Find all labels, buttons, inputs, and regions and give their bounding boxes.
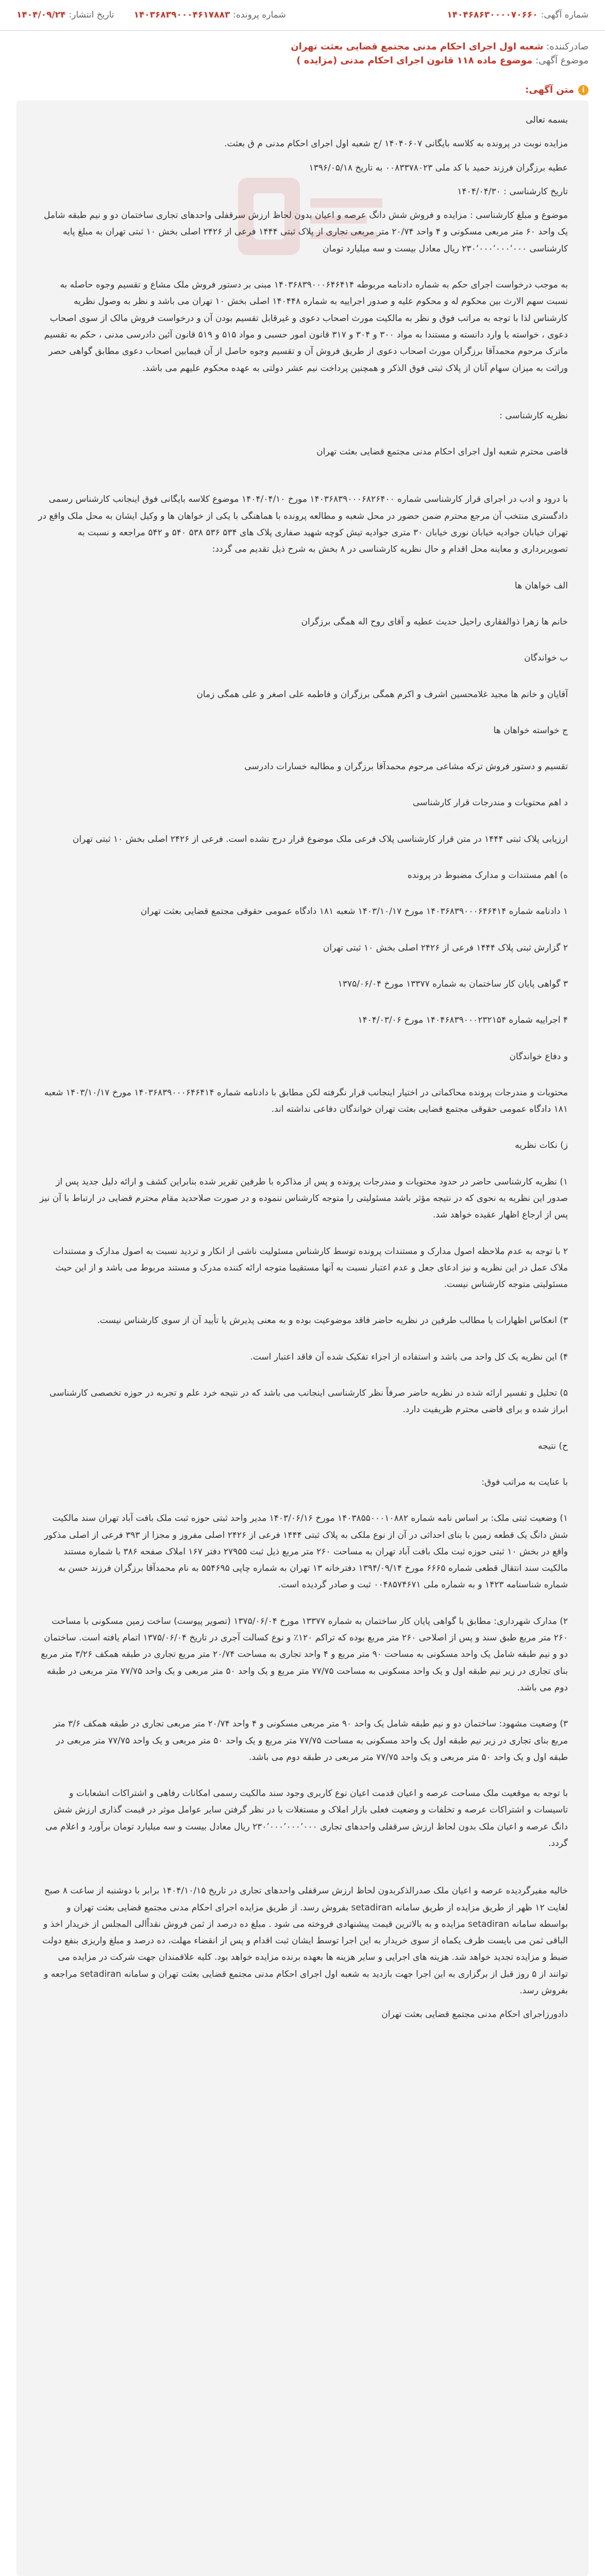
issuer-value: شعبه اول اجرای احکام مدنی مجتمع قضایی بعثت تهران (291, 41, 544, 52)
para-defense: محتویات و مندرجات پرونده محاکماتی در اختیار اینجانب قرار نگرفته لکن مطابق با دادنامه شماره ۱۴۰۳۶۸۳۹۰۰۰۶۴۶۴۱۴ مورخ ۱۴۰۳/۱۰/۱۷ شعبه ۱۸۱ دادگاه عمومی حقوقی مجتمع قضایی بعثت تهران خواندگان دفاعی نداشته اند. (44, 1087, 568, 1115)
para-report-intro: با درود و ادب در اجرای قرار کارشناسی شماره ۱۴۰۳۶۸۳۹۰۰۰۶۸۲۶۴۰۰ مورخ ۱۴۰۴/۰۴/۱۰ موضوع کلاسه بایگانی فوق اینجانب کارشناس رسمی دادگستری منتخب آن مرجع محترم ضمن حضور در محل شعبه و مطالعه پرونده با هماهنگی با یکی از خواهان ها و وکیل ایشان به محل ملک واقع در تهران خیابان جوادیه خیابان نوری خیابان ۳۰ متری جوادیه تیش کوچه شهید صفاری پلاک های ۵۳۴ ۵۳۶ ۵۳۸ ۵۴۰ و ۵۴۲ مراجعه و نسبت به تصویربرداری و معاینه محل اقدام و حال نظریه کارشناسی در ۸ بخش به شرح ذیل تقدیم می گردد: (38, 494, 568, 555)
info-icon: i (578, 85, 589, 95)
para-claim: تقسیم و دستور فروش ترکه مشاعی مرحوم محمدآقا برزگران و مطالبه خسارات دادرسی (244, 761, 568, 772)
section-documents: ه) اهم مستندات و مدارک مضبوط در پرونده (407, 870, 568, 881)
note-item: ۳) انعکاس اظهارات یا مطالب طرفین در نظریه حاضر فاقد موضوعیت بوده و به معنی پذیرش یا تأیید آن از سوی کارشناس نیست. (97, 1315, 568, 1326)
para-subject: موضوع و مبلغ کارشناسی : مزایده و فروش شش دانگ عرصه و اعیان بدون لحاظ ارزش سرقفلی واحدهای تجاری ساختمان دو و نیم طبقه شامل یک واحد ۶۰ متر مربعی مسکونی و ۴ واحد ۲۰/۷۴ متر مربعی تجاری از پلاک ثبتی ۱۴۴۴ فرعی از ۲۴۲۶ اصلی بخش ۱۰ ثبتی تهران به مبلغ پایه کارشناسی ۲۳۰٬۰۰۰٬۰۰۰٬۰۰۰ ریال معادل بیست و سه میلیارد تومان (44, 210, 568, 254)
note-item: ۲ با توجه به عدم ملاحظه اصول مدارک و مستندات پرونده توسط کارشناس مسئولیت ناشی از انکار و تردید نسبت به اصول مدارک و مستندات ملاک عمل در این نظریه و نیز ادعای جعل و عدم اعتبار نسبت به آنها مستقیما متوجه ارائه کننده مدرک و مستند مربوط می باشد و از این حیث مسئولیتی متوجه کارشناس نیست. (53, 1246, 568, 1290)
para-auction-intro: مزایده نوبت در پرونده به کلاسه بایگانی ۱۴۰۴۰۶۰۷ /ج شعبه اول اجرای احکام مدنی م ق بعثت. (224, 139, 568, 149)
para-party: عطیه برزگران فرزند حمید با کد ملی ۰۰۸۳۳۷۸۰۲۳ به تاریخ ۱۳۹۶/۰۵/۱۸ (309, 162, 568, 173)
publish-date-label: تاریخ انتشار: (69, 10, 114, 20)
notice-body (16, 100, 589, 2576)
subheader (0, 31, 605, 72)
auction-number (447, 10, 589, 20)
auction-number-label: شماره آگهی: (541, 10, 589, 20)
doc-item: ۳ گواهی پایان کار ساختمان به شماره ۱۳۳۷۷ مورخ ۱۳۷۵/۰۶/۰۴ (338, 978, 568, 989)
para-defendants: آقایان و خانم ها مجید غلامحسین اشرف و اکرم همگی برزگران و فاطمه علی اصغر و علی همگی زمان (196, 689, 568, 700)
subject-row (16, 55, 589, 66)
note-item: ۴) این نظریه یک کل واحد می باشد و استفاده از اجزاء تفکیک شده آن فاقد اعتبار است. (250, 1351, 568, 1362)
para-considering: با عنایت به مراتب فوق: (481, 1477, 568, 1487)
section-result: ح) نتیجه (537, 1440, 568, 1451)
section-claim: ج خواسته خواهان ها (493, 725, 568, 736)
doc-item: ۱ دادنامه شماره ۱۴۰۳۶۸۳۹۰۰۰۶۴۶۴۱۴ مورخ ۱۴۰۳/۱۰/۱۷ شعبه ۱۸۱ دادگاه عمومی حقوقی مجتمع قضایی بعثت تهران (140, 906, 568, 917)
para-plaintiffs: خانم ها زهرا ذوالفقاری راحیل حدیث عطیه و آقای روح اله همگی برزگران (301, 616, 568, 627)
section-order-contents: د اهم محتویات و مندرجات قرار کارشناسی (412, 798, 568, 808)
issuer-row (16, 41, 589, 52)
notice-title-label: متن آگهی: (525, 84, 574, 95)
para-valuation: با توجه به موقعیت ملک مساحت عرصه و اعیان قدمت اعیان نوع کاربری وجود سند مالکیت رسمی امکانات رفاهی و اشتراکات انشعابات و تاسیسات و اشتراکات عرصه و تخلفات و وضعیت فعلی بازار املاک و مستغلات با در نظر گرفتن سایر عوامل موثر در قیمت گذاری ارزش شش دانگ عرصه و اعیان ملک بدون لحاظ ارزش سرقفلی واحدهای تجاری ۲۳۰٬۰۰۰٬۰۰۰٬۰۰۰ ریال معادل بیست و سه میلیارد تومان برآورد و اعلام می گردد. (45, 1788, 568, 1849)
section-defendants: ب خواندگان (524, 653, 568, 664)
para-signature: دادورزاجرای احکام مدنی مجتمع قضایی بعثت تهران (381, 2009, 568, 2020)
publish-date (16, 10, 114, 20)
issuer-label: صادرکننده: (546, 41, 589, 52)
result-item: ۱) وضعیت ثبتی ملک: بر اساس نامه شماره ۱۴۰۳۸۵۵۰۰۰۱۰۸۸۲ مورخ ۱۴۰۳/۰۶/۱۶ مدیر واحد ثبتی حوزه ثبت ملک بافت آباد تهران سند مالکیت شش دانگ یک قطعه زمین با بنای احداثی در آن از نوع ملکی به پلاک ثبتی ۱۴۴۴ فرعی از ۲۴۲۶ اصلی مفروز و مجزا از ۳۹۳ فرعی از اصلی مذکور واقع در بخش ۱۰ ثبتی حوزه ثبت ملک بافت آباد تهران به مساحت ۲۶۰ متر مربع ذیل ثبت ۲۷۹۵۵ دفتر ۱۶۷ املاک صفحه ۳۸۶ با شماره مستند مالکیت سند انتقال قطعی شماره ۶۶۶۵ مورخ ۱۳۹۴/۰۹/۱۴ دفترخانه ۱۳ تهران به شماره چاپی ۵۵۴۶۹۵ به نام محمدآقا برزگران فرزند حسن به شماره شناسنامه ۱۴۲۳ و به شماره ملی ۰۰۴۸۵۷۴۶۷۱ ثبت و صادر گردیده است. (44, 1513, 568, 1590)
para-heading: بسمه تعالی (526, 115, 568, 125)
case-number-value: ۱۴۰۳۶۸۳۹۰۰۰۴۶۱۷۸۸۳ (133, 10, 230, 20)
para-addressee: قاضی محترم شعبه اول اجرای احکام مدنی مجتمع قضایی بعثت تهران (316, 447, 568, 457)
notice-title (16, 84, 589, 95)
subject-value: موضوع ماده ۱۱۸ قانون اجرای احکام مدنی (مزایده ) (296, 55, 533, 66)
case-number-label: شماره پرونده: (233, 10, 286, 20)
doc-item: ۲ گزارش ثبتی پلاک ۱۴۴۴ فرعی از ۲۴۲۶ اصلی بخش ۱۰ ثبتی تهران (323, 942, 568, 953)
doc-item: ۴ اجراییه شماره ۱۴۰۴۶۸۳۹۰۰۰۲۳۲۱۵۴ مورخ ۱۴۰۴/۰۳/۰۶ (358, 1015, 568, 1026)
subject-label: موضوع آگهی: (535, 55, 589, 66)
section-defense: و دفاع خواندگان (509, 1051, 568, 1062)
section-notes: ز) نکات نظریه (515, 1140, 568, 1151)
section-plaintiffs: الف خواهان ها (514, 580, 568, 591)
result-item: ۲) مدارک شهرداری: مطابق با گواهی پایان کار ساختمان به شماره ۱۳۳۷۷ مورخ ۱۳۷۵/۰۶/۰۴ (تصویر پیوست) ساخت زمین مسکونی با مساحت ۲۶۰ متر مربع طبق سند و پس از اصلاحی ۲۶۰ متر مربع بوده که تراکم ۱۲۰٪ و نوع کسالت آجری در تاریخ ۱۳۷۵/۰۶/۰۴ اتمام یافته است. ساختمان دو و نیم طبقه شامل یک واحد مسکونی به مساحت ۹۰ متر مربع و ۴ واحد تجاری به مساحت ۲۰/۷۴ متر مربع تجاری در طبقه همکف ۳/۲۶ متر مربع بنای تجاری در زیر نیم طبقه اول و یک واحد مسکونی به مساحت ۷۷/۷۵ متر مربع و یک واحد ۵۰ متر مربعی و یک واحد ۷۷/۷۵ متر مربعی در طبقه دوم می باشد. (41, 1616, 568, 1693)
para-order-contents: ارزیابی پلاک ثبتی ۱۴۴۴ در متن قرار کارشناسی پلاک فرعی ملک موضوع قرار درج نشده است. فرعی از ۲۴۲۶ اصلی بخش ۱۰ ثبتی تهران (72, 834, 568, 844)
header-bar (0, 0, 605, 31)
publish-date-value: ۱۴۰۴/۰۹/۲۴ (16, 10, 66, 20)
para-verdict: به موجب درخواست اجرای حکم به شماره دادنامه مربوطه ۱۴۰۳۶۸۳۹۰۰۰۶۴۶۴۱۴ مبنی بر دستور فروش ملک مشاع و تقسیم وجوه حاصله به نسبت سهم الارث بین محکوم له و محکوم علیه و صدور اجراییه به شماره ۱۴۰۴۴۸ اصلی بخش ۱۰ تهران می باشد و نظر به وصول نظریه کارشناس لذا با توجه به مراتب فوق و نظر به مالکیت مورث اصحاب دعوی و غیرقابل تقسیم بودن آن و درخواست فروش مالک از سوی اصحاب دعوی ، خواسته یا وارد دانسته و مستندا به مواد ۳۰۰ و ۳۰۴ و ۳۱۷ قانون امور حسبی و مواد ۵۱۵ و ۵۱۹ قانون آئین دادرسی مدنی ، حکم به تقسیم ماترک مرحوم محمدآقا برزگران مورث اصحاب دعوی از طریق فروش آن و تقسیم وجوه حاصل از آن فیمابین اصحاب دعوی مطابق گواهی حصر وراثت به میزان سهام آنان از پلاک ثبتی فوق الذکر و همچنین پرداخت نیم عشر دولتی به عهده محکوم علیهم می باشد. (44, 280, 568, 374)
case-number (134, 10, 286, 20)
note-item: ۱) نظریه کارشناسی حاضر در حدود محتویات و مندرجات پرونده و پس از مذاکره با طرفین تقریر شده بنابراین کشف و ارائه دلیل جدید پس از صدور این نظریه به نحوی که در نتیجه مؤثر باشد مسئولیتی را متوجه کارشناس ننموده و در صورت صلاحدید مقام محترم قضایی در ارتباط با آن نیز پس از ارجاع اظهار عقیده خواهد شد. (40, 1176, 568, 1221)
para-expert-title: نظریه کارشناسی : (499, 410, 568, 421)
note-item: ۵) تحلیل و تفسیر ارائه شده در نظریه حاضر صرفاً نظر کارشناسی اینجانب می باشد که در نتیجه خرد علم و تجربه در حوزه تخصصی کارشناسی ابراز شده و برای قاضی محترم ظریفیت دارد. (49, 1388, 568, 1415)
result-item: ۳) وضعیت مشهود: ساختمان دو و نیم طبقه شامل یک واحد ۹۰ متر مربعی مسکونی و ۴ واحد ۲۰/۷۴ متر مربعی تجاری در طبقه همکف ۳/۶ متر مربع بنای تجاری در زیر نیم طبقه اول یک واحد مسکونی به مساحت ۷۷/۷۵ متر مربع و یک واحد ۵۰ متر مربعی و یک واحد ۷۷/۷۵ متر مربعی در طبقه اول و یک واحد ۵۰ متر مربعی و یک واحد ۷۷/۷۵ متر مربعی در طبقه دوم می باشد. (53, 1719, 568, 1762)
para-auction-terms: خالیه مفیرگردیده عرصه و اعیان ملک صدرالذکربدون لحاظ ارزش سرقفلی واحدهای تجاری در تاریخ ۱۴۰۴/۱۰/۱۵ برابر با دوشنبه از ساعت ۸ صبح لغایت ۱۲ ظهر از طریق مزایده از طریق سامانه setadiran بفروش رسد. از طریق مزایده اجرای احکام مدنی مجتمع قضایی بعثت تهران و بواسطه سامانه setadiran مزایده و به بالاترین قیمت پیشنهادی فروخته می شود . مبلغ ده درصد از ثمن فروش نقداًالی المجلس از خریدار اخذ و الباقی ثمن می بایست ظرف یکماه از سوی خریدار به این اجرا توسط ایشان ثبت اقدام و پس از انقضاء مهلت، ده درصد و مبلغ واریزی بنفع دولت ضبط و مزایده تجدید خواهد شد. هزینه های اجرایی و سایر هزینه ها بعهده برنده مزایده خواهد بود. کلیه علاقمندان جهت شرکت در مزایده می توانند از ۵ روز قبل از برگزاری به این اجرا جهت بازدید به شعبه اول اجرای احکام مدنی مجتمع قضایی بعثت تهران و سامانه setadiran مراجعه و بفروش رسد. (42, 1886, 568, 1996)
auction-number-value: ۱۴۰۴۶۸۶۳۰۰۰۰۷۰۶۶۰ (447, 10, 538, 20)
para-expert-date: تاریخ کارشناسی : ۱۴۰۴/۰۴/۳۰ (457, 186, 568, 197)
